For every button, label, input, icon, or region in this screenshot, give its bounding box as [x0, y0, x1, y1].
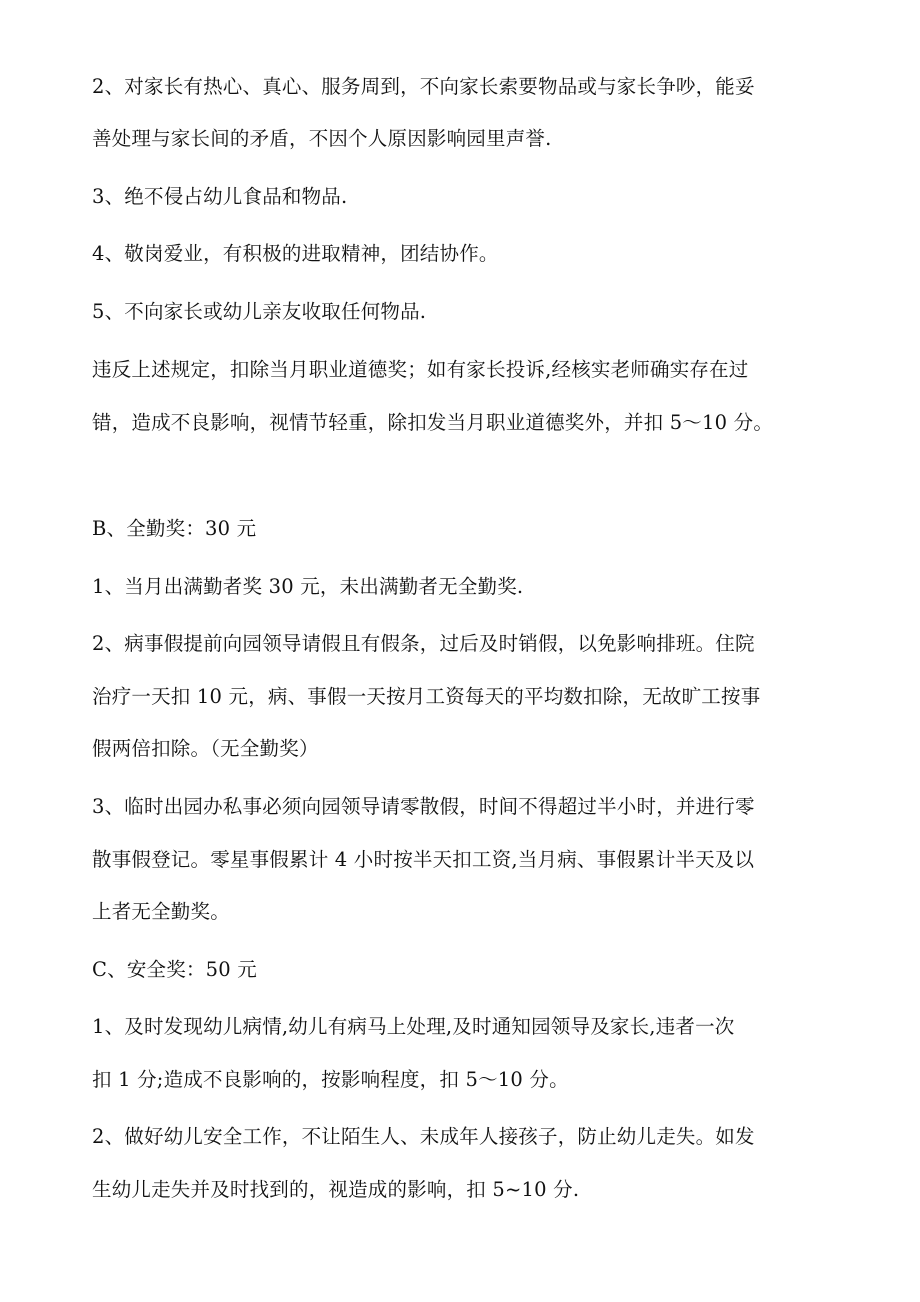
- attendance-item-3-line-1: 3、临时出园办私事必须向园领导请零散假，时间不得超过半小时，并进行零: [92, 795, 755, 818]
- attendance-item-2-line-1: 2、病事假提前向园领导请假且有假条，过后及时销假，以免影响排班。住院: [92, 632, 755, 655]
- attendance-item-3-line-2: 散事假登记。零星事假累计 4 小时按半天扣工资,当月病、事假累计半天及以: [92, 848, 755, 871]
- ethics-item-5: 5、不向家长或幼儿亲友收取任何物品.: [92, 300, 427, 323]
- ethics-item-2-line-2: 善处理与家长间的矛盾，不因个人原因影响园里声誉.: [92, 127, 552, 150]
- safety-item-2-line-1: 2、做好幼儿安全工作，不让陌生人、未成年人接孩子，防止幼儿走失。如发: [92, 1125, 755, 1148]
- safety-item-1-line-1: 1、及时发现幼儿病情,幼儿有病马上处理,及时通知园领导及家长,违者一次: [92, 1015, 735, 1038]
- attendance-item-2-line-3: 假两倍扣除。（无全勤奖）: [92, 737, 319, 760]
- safety-item-1-line-2: 扣 1 分;造成不良影响的，按影响程度，扣 5～10 分。: [92, 1068, 569, 1091]
- attendance-item-3-line-3: 上者无全勤奖。: [92, 900, 230, 923]
- ethics-item-4: 4、敬岗爱业，有积极的进取精神，团结协作。: [92, 242, 499, 265]
- safety-heading: C、安全奖：50 元: [92, 958, 257, 981]
- ethics-item-2-line-1: 2、对家长有热心、真心、服务周到，不向家长索要物品或与家长争吵，能妥: [92, 75, 755, 98]
- ethics-penalty-line-2: 错，造成不良影响，视情节轻重，除扣发当月职业道德奖外，并扣 5～10 分。: [92, 411, 774, 434]
- attendance-heading: B、全勤奖：30 元: [92, 517, 257, 540]
- attendance-item-1: 1、当月出满勤者奖 30 元，未出满勤者无全勤奖.: [92, 575, 524, 598]
- ethics-penalty-line-1: 违反上述规定，扣除当月职业道德奖；如有家长投诉,经核实老师确实存在过: [92, 358, 749, 381]
- ethics-item-3: 3、绝不侵占幼儿食品和物品.: [92, 185, 348, 208]
- safety-item-2-line-2: 生幼儿走失并及时找到的，视造成的影响，扣 5~10 分.: [92, 1178, 580, 1201]
- attendance-item-2-line-2: 治疗一天扣 10 元，病、事假一天按月工资每天的平均数扣除，无故旷工按事: [92, 685, 761, 708]
